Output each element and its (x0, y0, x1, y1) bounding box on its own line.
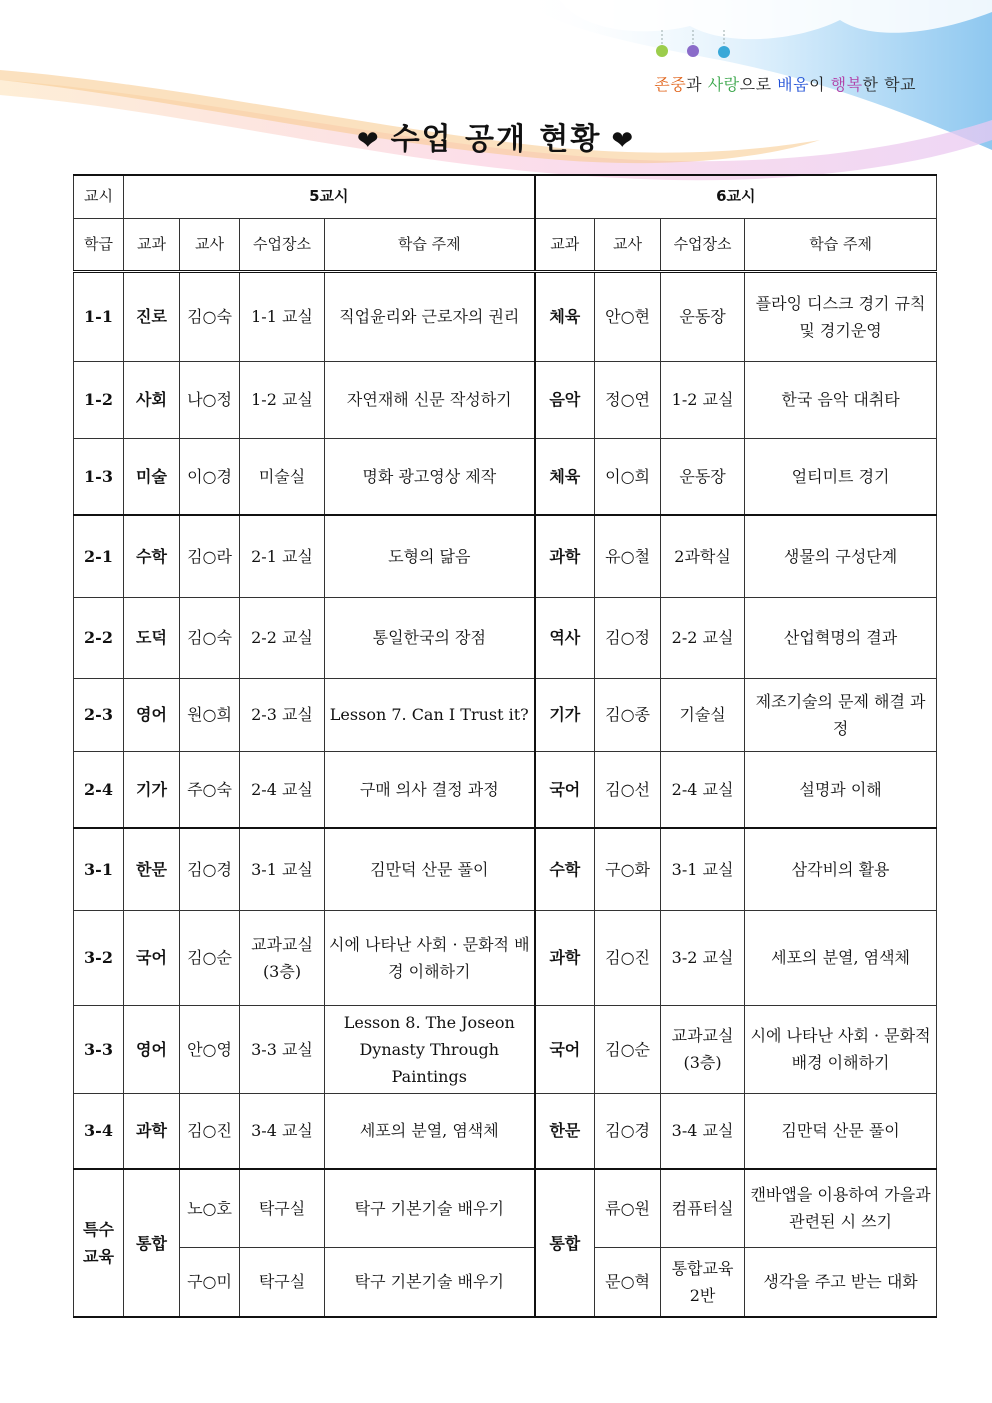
topic-6: 플라잉 디스크 경기 규칙 및 경기운영 (745, 271, 937, 361)
room-5: 3-3 교실 (240, 1005, 325, 1093)
room-5: 1-2 교실 (240, 361, 325, 438)
subject-6: 체육 (535, 438, 595, 515)
topic-6: 설명과 이해 (745, 751, 937, 828)
teacher-6: 구○화 (595, 828, 661, 910)
row-class-label: 1-1 (74, 271, 124, 361)
motto-part: 과 (686, 75, 708, 94)
teacher-6: 류○원 (595, 1169, 661, 1247)
subject-5: 영어 (124, 1005, 180, 1093)
teacher-6: 김○선 (595, 751, 661, 828)
room-5: 2-4 교실 (240, 751, 325, 828)
teacher-6: 김○진 (595, 910, 661, 1005)
teacher-5: 노○호 (180, 1169, 240, 1247)
grade-header: 학급 (74, 218, 124, 271)
school-motto (654, 72, 916, 95)
topic-5: 자연재해 신문 작성하기 (325, 361, 535, 438)
topic-5: 직업윤리와 근로자의 권리 (325, 271, 535, 361)
table-row (74, 271, 937, 361)
room-5: 2-2 교실 (240, 597, 325, 678)
row-class-label: 2-4 (74, 751, 124, 828)
topic-6: 생물의 구성단계 (745, 515, 937, 597)
table-row (74, 515, 937, 597)
teacher-6: 김○정 (595, 597, 661, 678)
room-6: 1-2 교실 (661, 361, 745, 438)
subject-6: 과학 (535, 515, 595, 597)
subject-6: 한문 (535, 1093, 595, 1169)
teacher-6: 김○종 (595, 678, 661, 751)
subject-5: 과학 (124, 1093, 180, 1169)
topic-5: 탁구 기본기술 배우기 (325, 1247, 535, 1317)
teacher-5: 김○라 (180, 515, 240, 597)
room-header: 수업장소 (661, 218, 745, 271)
topic-6: 산업혁명의 결과 (745, 597, 937, 678)
row-class-label: 2-2 (74, 597, 124, 678)
room-6: 운동장 (661, 271, 745, 361)
table-row (74, 910, 937, 1005)
teacher-5: 주○숙 (180, 751, 240, 828)
topic-header: 학습 주제 (325, 218, 535, 271)
room-6: 2과학실 (661, 515, 745, 597)
row-class-label: 3-2 (74, 910, 124, 1005)
subject-6: 수학 (535, 828, 595, 910)
teacher-6: 안○현 (595, 271, 661, 361)
room-5: 탁구실 (240, 1247, 325, 1317)
room-6: 통합교육 2반 (661, 1247, 745, 1317)
topic-5: Lesson 8. The Joseon Dynasty Through Paintings (325, 1005, 535, 1093)
table-row (74, 438, 937, 515)
room-6: 2-4 교실 (661, 751, 745, 828)
teacher-5: 김○숙 (180, 271, 240, 361)
subject-5: 수학 (124, 515, 180, 597)
page-title (0, 114, 992, 158)
subject-5: 진로 (124, 271, 180, 361)
teacher-6: 이○희 (595, 438, 661, 515)
topic-5: 도형의 닮음 (325, 515, 535, 597)
row-class-label: 3-4 (74, 1093, 124, 1169)
subject-6: 과학 (535, 910, 595, 1005)
room-5: 미술실 (240, 438, 325, 515)
topic-6: 제조기술의 문제 해결 과정 (745, 678, 937, 751)
table-row (74, 828, 937, 910)
room-5: 2-3 교실 (240, 678, 325, 751)
teacher-6: 김○순 (595, 1005, 661, 1093)
subject-6: 국어 (535, 1005, 595, 1093)
subject-5: 기가 (124, 751, 180, 828)
table-row (74, 361, 937, 438)
topic-6: 한국 음악 대취타 (745, 361, 937, 438)
topic-5: 시에 나타난 사회 · 문화적 배경 이해하기 (325, 910, 535, 1005)
teacher-6: 김○경 (595, 1093, 661, 1169)
teacher-header: 교사 (180, 218, 240, 271)
room-5: 1-1 교실 (240, 271, 325, 361)
room-6: 3-4 교실 (661, 1093, 745, 1169)
room-6: 2-2 교실 (661, 597, 745, 678)
room-6: 기술실 (661, 678, 745, 751)
teacher-5: 김○경 (180, 828, 240, 910)
subject-5: 미술 (124, 438, 180, 515)
subject-6: 음악 (535, 361, 595, 438)
teacher-5: 김○진 (180, 1093, 240, 1169)
table-row-special (74, 1247, 937, 1317)
row-class-label: 2-1 (74, 515, 124, 597)
topic-6: 삼각비의 활용 (745, 828, 937, 910)
topic-5: 명화 광고영상 제작 (325, 438, 535, 515)
row-class-label: 1-2 (74, 361, 124, 438)
topic-5: 구매 의사 결정 과정 (325, 751, 535, 828)
room-5: 교과교실 (3층) (240, 910, 325, 1005)
row-class-label: 2-3 (74, 678, 124, 751)
room-5: 3-4 교실 (240, 1093, 325, 1169)
room-5: 탁구실 (240, 1169, 325, 1247)
row-class-label: 1-3 (74, 438, 124, 515)
room-5: 2-1 교실 (240, 515, 325, 597)
subject-6: 역사 (535, 597, 595, 678)
header-decoration (0, 0, 992, 200)
topic-6: 얼티미트 경기 (745, 438, 937, 515)
open-class-table (73, 174, 937, 1318)
motto-part: 배움 (777, 75, 810, 94)
subject-5: 도덕 (124, 597, 180, 678)
room-6: 교과교실 (3층) (661, 1005, 745, 1093)
subject-5: 국어 (124, 910, 180, 1005)
topic-6: 시에 나타난 사회 · 문화적 배경 이해하기 (745, 1005, 937, 1093)
period-5-header: 5교시 (124, 175, 535, 218)
room-6: 3-1 교실 (661, 828, 745, 910)
teacher-5: 구○미 (180, 1247, 240, 1317)
subject-5: 영어 (124, 678, 180, 751)
subject-5: 통합 (124, 1169, 180, 1317)
topic-6: 생각을 주고 받는 대화 (745, 1247, 937, 1317)
subject-6: 국어 (535, 751, 595, 828)
table-row-special (74, 1169, 937, 1247)
teacher-5: 김○숙 (180, 597, 240, 678)
room-6: 운동장 (661, 438, 745, 515)
header-row-period (74, 175, 937, 218)
topic-5: 탁구 기본기술 배우기 (325, 1169, 535, 1247)
room-5: 3-1 교실 (240, 828, 325, 910)
motto-part: 으로 (739, 75, 778, 94)
header-row-columns (74, 218, 937, 271)
topic-5: 세포의 분열, 염색체 (325, 1093, 535, 1169)
motto-part: 이 (809, 75, 831, 94)
subject-header: 교과 (124, 218, 180, 271)
topic-5: 통일한국의 장점 (325, 597, 535, 678)
motto-part: 존중 (654, 75, 687, 94)
teacher-6: 정○연 (595, 361, 661, 438)
teacher-5: 나○정 (180, 361, 240, 438)
motto-part: 행복 (830, 75, 863, 94)
heart-icon: ❤ (356, 126, 381, 156)
page-title-text: 수업 공개 현황 (390, 122, 602, 157)
room-6: 3-2 교실 (661, 910, 745, 1005)
row-class-label: 특수 교육 (74, 1169, 124, 1317)
table-row (74, 1093, 937, 1169)
table-row (74, 751, 937, 828)
teacher-header: 교사 (595, 218, 661, 271)
teacher-5: 원○희 (180, 678, 240, 751)
topic-6: 세포의 분열, 염색체 (745, 910, 937, 1005)
topic-6: 캔바앱을 이용하여 가을과 관련된 시 쓰기 (745, 1169, 937, 1247)
table-row (74, 1005, 937, 1093)
room-6: 컴퓨터실 (661, 1169, 745, 1247)
subject-5: 사회 (124, 361, 180, 438)
room-header: 수업장소 (240, 218, 325, 271)
subject-6: 체육 (535, 271, 595, 361)
subject-6: 기가 (535, 678, 595, 751)
topic-6: 김만덕 산문 풀이 (745, 1093, 937, 1169)
row-class-label: 3-3 (74, 1005, 124, 1093)
row-class-label: 3-1 (74, 828, 124, 910)
teacher-5: 이○경 (180, 438, 240, 515)
teacher-5: 안○영 (180, 1005, 240, 1093)
heart-icon: ❤ (611, 126, 636, 156)
subject-header: 교과 (535, 218, 595, 271)
subject-5: 한문 (124, 828, 180, 910)
table-row (74, 597, 937, 678)
teacher-6: 문○혁 (595, 1247, 661, 1317)
subject-6: 통합 (535, 1169, 595, 1317)
period-6-header: 6교시 (535, 175, 937, 218)
teacher-6: 유○철 (595, 515, 661, 597)
period-header: 교시 (74, 175, 124, 218)
topic-5: Lesson 7. Can I Trust it? (325, 678, 535, 751)
teacher-5: 김○순 (180, 910, 240, 1005)
motto-part: 한 학교 (862, 75, 916, 94)
motto-part: 사랑 (707, 75, 740, 94)
topic-header: 학습 주제 (745, 218, 937, 271)
table-row (74, 678, 937, 751)
topic-5: 김만덕 산문 풀이 (325, 828, 535, 910)
